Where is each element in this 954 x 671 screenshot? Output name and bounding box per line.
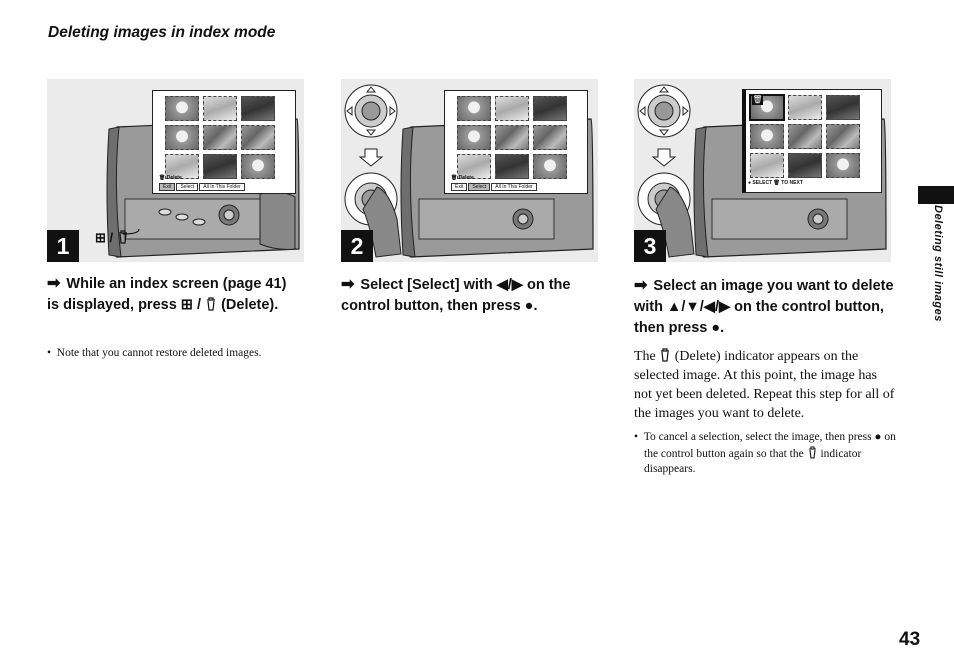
lcd-exit-option: Exit [159,183,175,191]
trash-icon [807,446,818,459]
thumbnail-grid [165,96,275,179]
thumbnail [533,154,567,179]
step-3-instruction: ➡ Select an image you want to delete with ▲/▼/◀/▶ on the control button, then press ●. [634,277,894,336]
thumbnail [826,95,860,120]
thumbnail [788,124,822,149]
lcd-menu-bar [451,183,538,191]
step-number: 3 [634,230,666,262]
trash-icon [205,297,217,311]
lcd-status-bar: ● SELECT 🗑 TO NEXT [748,180,803,186]
step-2-illustration [341,79,598,262]
four-way-icon: ▲/▼/◀/▶ [667,299,731,315]
lcd-select-option: Select [468,183,490,191]
lcd-screen [152,90,296,194]
chapter-tab [918,186,954,204]
lcd-all-folder-option: All In This Folder [491,183,536,191]
lcd-exit-option: Exit [451,183,467,191]
step-1-illustration [47,79,304,262]
page-number: 43 [899,629,921,650]
trash-icon [659,348,671,362]
thumbnail [495,154,529,179]
step-number: 1 [47,230,79,262]
thumbnail [457,96,491,121]
lcd-screen [444,90,588,194]
thumbnail [241,125,275,150]
thumbnail-grid [457,96,567,179]
arrow-icon: ➡ [341,276,355,293]
step-2-instruction: ➡ Select [Select] with ◀/▶ on the control button, then press ●. [341,276,571,314]
step-1-note: • Note that you cannot restore deleted images. [47,347,262,359]
thumbnail [495,96,529,121]
left-right-icon: ◀/▶ [496,277,523,293]
index-icon: ⊞ [180,297,193,313]
trash-icon: 🗑 [773,180,780,186]
thumbnail-grid [750,95,860,178]
center-button-icon: ● [874,431,882,443]
step-3-note: • To cancel a selection, select the image, then press ● on the control button again so that the indicator disappears. [634,431,896,475]
trash-icon: 🗑 [159,175,166,181]
thumbnail [165,96,199,121]
trash-icon: 🗑 [451,175,458,181]
thumbnail [165,125,199,150]
step-3-body: The (Delete) indicator appears on the selected image. At this point, the image has not yet been deleted. Repeat this step for all of the images you want to delete. [634,349,895,421]
thumbnail [203,96,237,121]
center-button-icon: ● [711,320,721,336]
thumbnail [826,124,860,149]
step-number: 2 [341,230,373,262]
button-callout: ⊞ / [95,230,129,246]
thumbnail [533,125,567,150]
arrow-icon: ➡ [634,277,648,294]
thumbnail [826,153,860,178]
thumbnail [788,153,822,178]
thumbnail [203,154,237,179]
thumbnail [788,95,822,120]
thumbnail [495,125,529,150]
step-3-illustration [634,79,891,262]
thumbnail [241,96,275,121]
trash-icon [117,230,129,244]
lcd-select-option: Select [176,183,198,191]
thumbnail [203,125,237,150]
thumbnail [241,154,275,179]
index-icon: ⊞ [95,230,106,245]
arrow-icon: ➡ [47,275,61,292]
delete-indicator-icon: 🗑 [752,95,763,104]
thumbnail [750,153,784,178]
lcd-delete-label: 🗑 Delete [159,175,182,181]
chapter-side-label: Deleting still images [932,205,944,322]
thumbnail [457,125,491,150]
center-button-icon: ● [524,298,534,314]
thumbnail [750,124,784,149]
lcd-menu-bar [159,183,246,191]
thumbnail [533,96,567,121]
section-title: Deleting images in index mode [48,24,276,41]
lcd-delete-label: 🗑 Delete [451,175,474,181]
lcd-all-folder-option: All In This Folder [199,183,244,191]
lcd-screen [742,89,882,193]
step-1-instruction: ➡ While an index screen (page 41) is displayed, press ⊞ / (Delete). [47,275,287,313]
